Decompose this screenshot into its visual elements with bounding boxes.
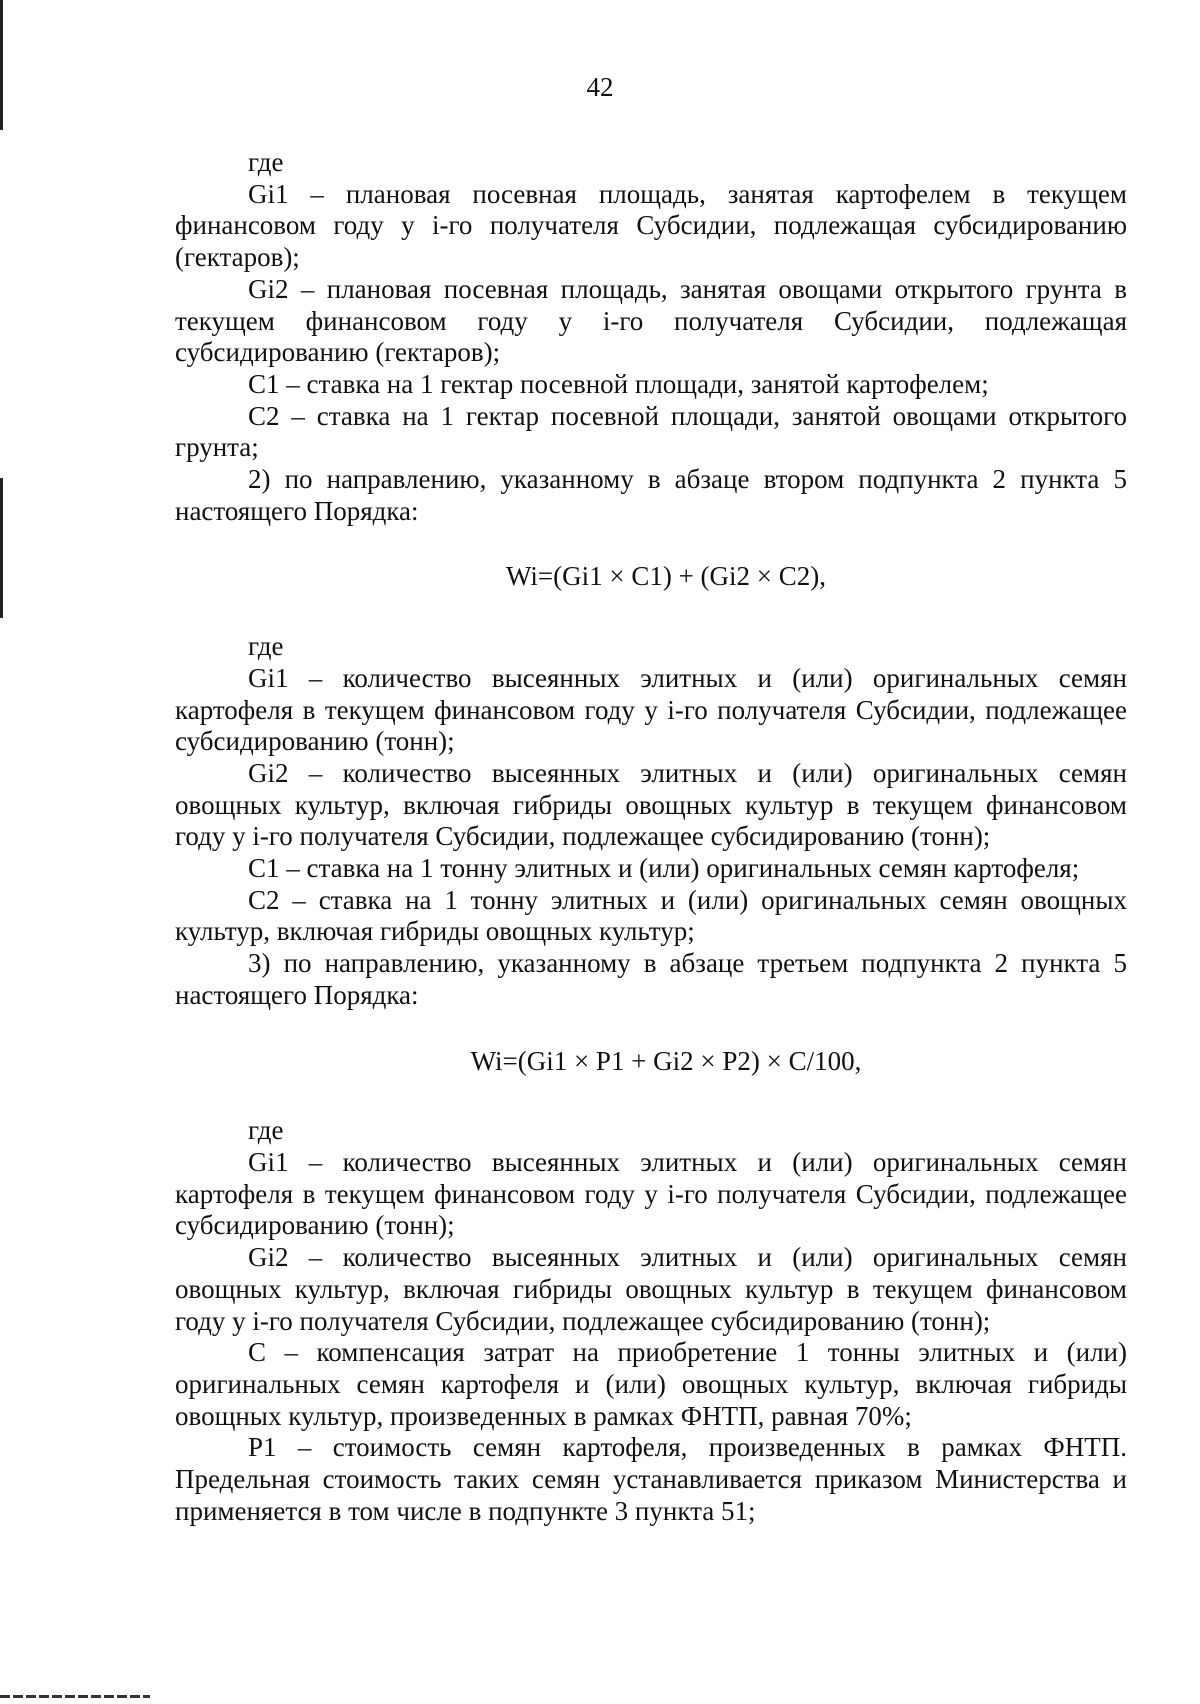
scan-artifact-bottom — [0, 1695, 150, 1698]
item-2-heading: 2) по направлению, указанному в абзаце втором подпункта 2 пункта 5 настоящего Порядка: — [175, 464, 1127, 526]
definition-c1-ton: С1 – ставка на 1 тонну элитных и (или) оригинальных семян картофеля; — [248, 853, 1080, 884]
definition-gi1-area: Gi1 – плановая посевная площадь, занятая картофелем в текущем финансовом году у i-го получателя Субсидии, подлежащая субсидированию (гектаров); — [175, 178, 1127, 273]
page-number: 42 — [586, 72, 614, 102]
formula-3: Wi=(Gi1 × P1 + Gi2 × P2) × C/100, — [470, 1045, 862, 1076]
definition-gi1-potato-seeds-2: Gi1 – количество высеянных элитных и (или) оригинальных семян картофеля в текущем финансовом году у i-го получателя Субсидии, подлежащее субсидированию (тонн); — [175, 1146, 1127, 1241]
definition-c2-ton: С2 – ставка на 1 тонну элитных и (или) оригинальных семян овощных культур, включая гибриды овощных культур; — [175, 884, 1127, 947]
where-label-2: где — [248, 631, 284, 662]
document-body — [175, 147, 1127, 1527]
definition-c-compensation: С – компенсация затрат на приобретение 1 тонны элитных и (или) оригинальных семян картофеля и (или) овощных культур, включая гибриды овощных культур, произведенных в рамках ФНТП, равная 70%; — [175, 1337, 1127, 1431]
where-label-1: где — [248, 147, 284, 177]
definition-p1-price: Р1 – стоимость семян картофеля, произведенных в рамках ФНТП. Предельная стоимость таких семян устанавливается приказом Министерства и применяется в том числе в подпункте 3 пункта 51; — [175, 1432, 1127, 1526]
definition-c1-hectare: С1 – ставка на 1 гектар посевной площади, занятой картофелем; — [248, 368, 989, 399]
definition-gi2-vegetable-seeds: Gi2 – количество высеянных элитных и (или) оригинальных семян овощных культур, включая гибриды овощных культур в текущем финансовом году у i-го получателя Субсидии, подлежащее субсидированию (тонн); — [175, 757, 1127, 852]
definition-gi2-area: Gi2 – плановая посевная площадь, занятая овощами открытого грунта в текущем финансовом году у i-го получателя Субсидии, подлежащая субсидированию (гектаров); — [175, 273, 1127, 368]
definition-gi2-vegetable-seeds-2: Gi2 – количество высеянных элитных и (или) оригинальных семян овощных культур, включая гибриды овощных культур в текущем финансовом году у i-го получателя Субсидии, подлежащее субсидированию (тонн); — [175, 1242, 1127, 1336]
item-3-heading: 3) по направлению, указанному в абзаце третьем подпункта 2 пункта 5 настоящего Порядка: — [175, 948, 1127, 1010]
scan-edge-top — [0, 0, 3, 130]
formula-2: Wi=(Gi1 × C1) + (Gi2 × C2), — [505, 561, 827, 592]
definition-c2-hectare: С2 – ставка на 1 гектар посевной площади, занятой овощами открытого грунта; — [175, 400, 1127, 463]
definition-gi1-potato-seeds: Gi1 – количество высеянных элитных и (или) оригинальных семян картофеля в текущем финансовом году у i-го получателя Субсидии, подлежащее субсидированию (тонн); — [175, 662, 1127, 757]
where-label-3: где — [248, 1115, 284, 1146]
scan-edge-middle — [0, 478, 3, 618]
